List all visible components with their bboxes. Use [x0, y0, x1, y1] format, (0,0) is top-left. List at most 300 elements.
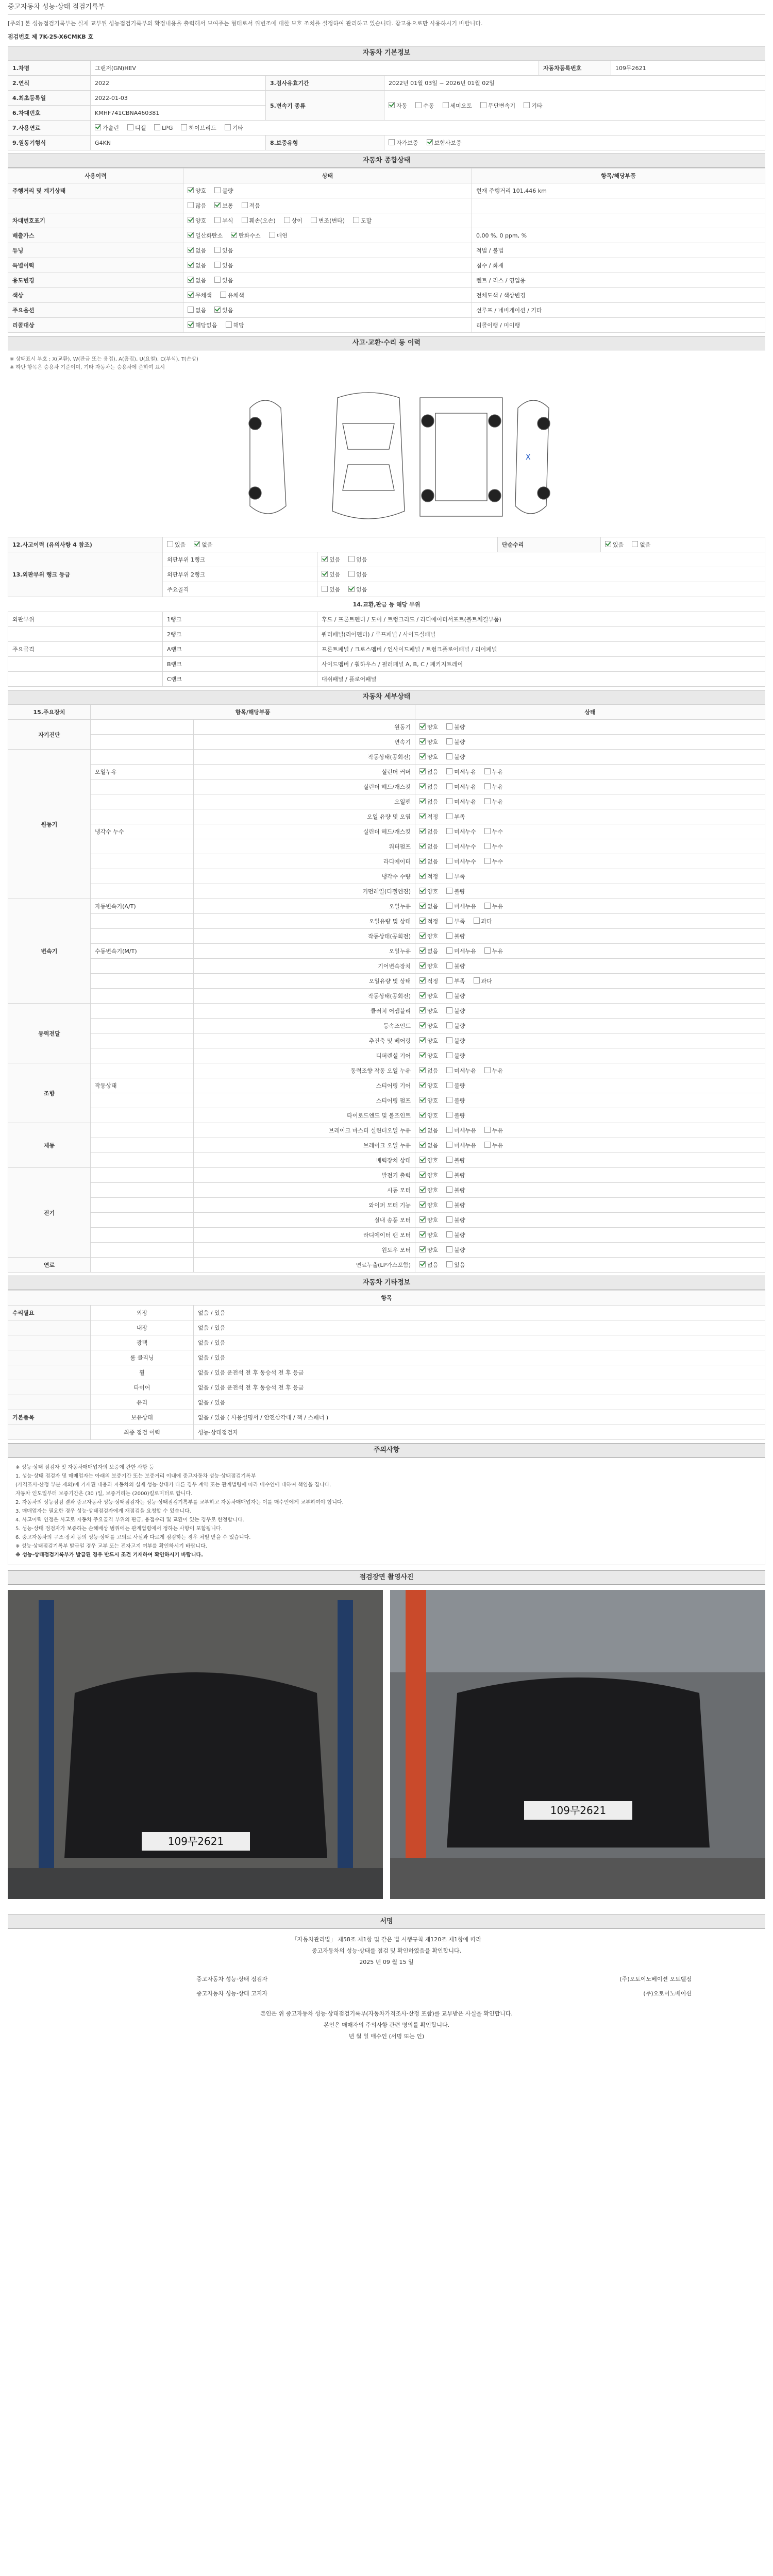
state-option[interactable]: 상이 — [284, 216, 303, 225]
state-option[interactable]: 양호 — [188, 187, 206, 195]
checkbox-icon[interactable] — [446, 977, 452, 984]
detail-state — [415, 869, 765, 884]
state-option[interactable]: 불량 — [446, 1216, 465, 1224]
checkbox-icon[interactable] — [214, 187, 221, 193]
checkbox-icon[interactable] — [446, 753, 452, 759]
checkbox-icon[interactable] — [220, 292, 226, 298]
fuel-option[interactable]: 하이브리드 — [181, 124, 216, 132]
state-option[interactable]: 없음 — [419, 1141, 438, 1149]
checkbox-icon[interactable] — [214, 307, 221, 313]
parts-items: 후드 / 프론트펜더 / 도어 / 트렁크리드 / 라디에이터서포트(볼트체결부품) — [317, 612, 765, 627]
state-option[interactable]: 양호 — [419, 1156, 438, 1164]
state-option[interactable]: 불량 — [446, 962, 465, 970]
state-option[interactable]: 누수 — [484, 842, 503, 851]
detail-item: 라디에이터 팬 모터 — [194, 1228, 415, 1243]
checkbox-icon[interactable] — [348, 556, 355, 562]
fuel-option[interactable]: 기타 — [225, 124, 243, 132]
state-option[interactable]: 적정 — [419, 872, 438, 880]
detail-row — [8, 1019, 765, 1033]
checkbox-icon[interactable] — [446, 798, 452, 804]
state-option[interactable]: 없음 — [419, 1126, 438, 1134]
checkbox-icon[interactable] — [484, 768, 491, 774]
state-option[interactable]: 있음 — [214, 276, 233, 284]
detail-state — [415, 1138, 765, 1153]
detail-row — [8, 779, 765, 794]
state-option[interactable]: 없음 — [188, 276, 206, 284]
state-option[interactable]: 불량 — [446, 992, 465, 1000]
checkbox-icon[interactable] — [419, 828, 426, 834]
checkbox-icon[interactable] — [214, 217, 221, 223]
checkbox-icon[interactable] — [419, 873, 426, 879]
state-option[interactable]: 누유 — [484, 1141, 503, 1149]
checkbox-icon[interactable] — [419, 888, 426, 894]
detail-row — [8, 1168, 765, 1183]
state-option[interactable]: 매연 — [269, 231, 288, 240]
state-option[interactable]: 적정 — [419, 917, 438, 925]
state-option[interactable]: 미세누유 — [446, 902, 476, 910]
state-option[interactable]: 없음 — [419, 1261, 438, 1269]
checkbox-icon[interactable] — [311, 217, 317, 223]
checkbox-icon[interactable] — [446, 1261, 452, 1267]
checkbox-icon[interactable] — [188, 187, 194, 193]
detail-group: 전기 — [8, 1168, 91, 1258]
checkbox-icon[interactable] — [446, 1007, 452, 1013]
detail-sub — [91, 1063, 194, 1078]
checkbox-icon[interactable] — [446, 1052, 452, 1058]
checkbox-icon[interactable] — [154, 124, 160, 130]
checkbox-icon[interactable] — [419, 1112, 426, 1118]
state-option[interactable]: 없음 — [188, 246, 206, 255]
checkbox-icon[interactable] — [214, 277, 221, 283]
checkbox-icon[interactable] — [348, 586, 355, 592]
simple-repair-option[interactable]: 있음 — [605, 540, 624, 549]
checkbox-icon[interactable] — [446, 1246, 452, 1252]
state-option[interactable]: 과다 — [474, 917, 492, 925]
state-option[interactable]: 없음 — [419, 798, 438, 806]
state-option[interactable]: 누유 — [484, 902, 503, 910]
checkbox-icon[interactable] — [419, 1037, 426, 1043]
checkbox-icon[interactable] — [188, 292, 194, 298]
checkbox-icon[interactable] — [419, 903, 426, 909]
other-group — [8, 1425, 91, 1440]
detail-sub — [91, 1243, 194, 1258]
state-option[interactable]: 미세누유 — [446, 1066, 476, 1075]
detail-state — [415, 1019, 765, 1033]
checkbox-icon[interactable] — [446, 1127, 452, 1133]
trans-option[interactable]: 수동 — [415, 101, 434, 110]
state-option[interactable]: 유채색 — [220, 291, 244, 299]
checkbox-icon[interactable] — [446, 1022, 452, 1028]
checkbox-icon[interactable] — [446, 723, 452, 730]
state-option[interactable]: 미세누유 — [446, 798, 476, 806]
checkbox-icon[interactable] — [419, 992, 426, 998]
state-option[interactable]: 미세누수 — [446, 827, 476, 836]
outer-option[interactable]: 없음 — [348, 555, 367, 564]
checkbox-icon[interactable] — [524, 102, 530, 108]
detail-item: 브레이크 오일 누유 — [194, 1138, 415, 1153]
checkbox-icon[interactable] — [419, 1052, 426, 1058]
other-group: 수리필요 — [8, 1306, 91, 1320]
checkbox-icon[interactable] — [419, 753, 426, 759]
state-option[interactable]: 양호 — [419, 932, 438, 940]
state-option[interactable]: 부족 — [446, 872, 465, 880]
checkbox-icon[interactable] — [446, 1172, 452, 1178]
checkbox-icon[interactable] — [419, 723, 426, 730]
checkbox-icon[interactable] — [188, 262, 194, 268]
state-option[interactable]: 누유 — [484, 768, 503, 776]
state-option[interactable]: 불량 — [446, 1246, 465, 1254]
checkbox-icon[interactable] — [484, 798, 491, 804]
state-option[interactable]: 부족 — [446, 917, 465, 925]
state-option[interactable]: 양호 — [419, 1096, 438, 1105]
state-option[interactable]: 불량 — [446, 1111, 465, 1120]
state-option[interactable]: 누유 — [484, 1066, 503, 1075]
checkbox-icon[interactable] — [284, 217, 290, 223]
state-option[interactable]: 부족 — [446, 977, 465, 985]
checkbox-icon[interactable] — [446, 783, 452, 789]
state-option[interactable]: 불량 — [446, 1037, 465, 1045]
state-option[interactable]: 누유 — [484, 798, 503, 806]
checkbox-icon[interactable] — [269, 232, 275, 238]
history-option[interactable]: 없음 — [194, 540, 212, 549]
state-option[interactable]: 양호 — [419, 1007, 438, 1015]
checkbox-icon[interactable] — [484, 783, 491, 789]
state-option[interactable]: 있음 — [214, 246, 233, 255]
checkbox-icon[interactable] — [446, 1082, 452, 1088]
checkbox-icon[interactable] — [419, 977, 426, 984]
state-option[interactable]: 양호 — [419, 1186, 438, 1194]
state-option[interactable]: 보통 — [214, 201, 233, 210]
state-option[interactable]: 불량 — [446, 723, 465, 731]
checkbox-icon[interactable] — [419, 1067, 426, 1073]
detail-item: 워터펌프 — [194, 839, 415, 854]
checkbox-icon[interactable] — [214, 262, 221, 268]
state-option[interactable]: 불량 — [446, 738, 465, 746]
checkbox-icon[interactable] — [194, 541, 200, 547]
state-option[interactable]: 양호 — [419, 887, 438, 895]
checkbox-icon[interactable] — [419, 1187, 426, 1193]
state-option[interactable]: 양호 — [419, 1022, 438, 1030]
other-value: 없음 / 있음 — [194, 1395, 765, 1410]
checkbox-icon[interactable] — [353, 217, 359, 223]
checkbox-icon[interactable] — [427, 139, 433, 145]
checkbox-icon[interactable] — [419, 768, 426, 774]
checkbox-icon[interactable] — [419, 1082, 426, 1088]
checkbox-icon[interactable] — [446, 873, 452, 879]
checkbox-icon[interactable] — [419, 1261, 426, 1267]
state-option[interactable]: 없음 — [419, 827, 438, 836]
other-value: 없음 / 있음 ( 사용설명서 / 안전삼각대 / 잭 / 스패너 ) — [194, 1410, 765, 1425]
checkbox-icon[interactable] — [446, 1201, 452, 1208]
checkbox-icon[interactable] — [446, 888, 452, 894]
checkbox-icon[interactable] — [446, 828, 452, 834]
state-option[interactable]: 양호 — [419, 753, 438, 761]
checkbox-icon[interactable] — [188, 202, 194, 208]
fuel-option[interactable]: LPG — [154, 124, 173, 131]
checkbox-icon[interactable] — [389, 102, 395, 108]
state-option[interactable]: 없음 — [419, 1066, 438, 1075]
checkbox-icon[interactable] — [446, 813, 452, 819]
overall-row-label: 튜닝 — [8, 243, 183, 258]
state-option[interactable]: 적정 — [419, 977, 438, 985]
state-option[interactable]: 적정 — [419, 812, 438, 821]
state-option[interactable]: 없음 — [419, 947, 438, 955]
state-option[interactable]: 미세누유 — [446, 947, 476, 955]
checkbox-icon[interactable] — [419, 813, 426, 819]
outer-option[interactable]: 있음 — [322, 555, 340, 564]
detail-group: 원동기 — [8, 750, 91, 899]
state-option[interactable]: 누수 — [484, 857, 503, 866]
state-option[interactable]: 있음 — [214, 261, 233, 269]
checkbox-icon[interactable] — [419, 1172, 426, 1178]
state-option[interactable]: 없음 — [419, 783, 438, 791]
checkbox-icon[interactable] — [419, 1216, 426, 1223]
checkbox-icon[interactable] — [214, 247, 221, 253]
state-option[interactable]: 불량 — [446, 1231, 465, 1239]
state-option[interactable]: 누유 — [484, 1126, 503, 1134]
state-option[interactable]: 미세누유 — [446, 1141, 476, 1149]
checkbox-icon[interactable] — [419, 1022, 426, 1028]
checkbox-icon[interactable] — [322, 556, 328, 562]
state-option[interactable]: 많음 — [188, 201, 206, 210]
checkbox-icon[interactable] — [188, 307, 194, 313]
trans-option[interactable]: 기타 — [524, 101, 542, 110]
state-option[interactable]: 불량 — [446, 1186, 465, 1194]
state-option[interactable]: 불량 — [446, 1171, 465, 1179]
checkbox-icon[interactable] — [605, 541, 611, 547]
outer-option[interactable]: 있음 — [322, 570, 340, 579]
state-option[interactable]: 불량 — [446, 1081, 465, 1090]
checkbox-icon[interactable] — [242, 202, 248, 208]
overall-row-detail: 0.00 %, 0 ppm, % — [472, 228, 765, 243]
state-option[interactable]: 양호 — [419, 1201, 438, 1209]
parts-rank: 1랭크 — [163, 612, 317, 627]
checkbox-icon[interactable] — [446, 1142, 452, 1148]
outer-option[interactable]: 없음 — [348, 570, 367, 579]
checkbox-icon[interactable] — [188, 277, 194, 283]
checkbox-icon[interactable] — [419, 843, 426, 849]
checkbox-icon[interactable] — [446, 992, 452, 998]
warranty-option[interactable]: 보험사보증 — [427, 139, 462, 147]
state-option[interactable]: 누유 — [484, 947, 503, 955]
detail-item: 오일누유 — [194, 899, 415, 914]
first-reg-label: 4.최초등록일 — [8, 91, 91, 106]
state-option[interactable]: 부족 — [446, 812, 465, 821]
trans-option[interactable]: 무단변속기 — [480, 101, 515, 110]
state-option[interactable]: 훼손(오손) — [242, 216, 276, 225]
checkbox-icon[interactable] — [480, 102, 486, 108]
checkbox-icon[interactable] — [484, 843, 491, 849]
state-option[interactable]: 변조(변타) — [311, 216, 345, 225]
state-option[interactable]: 미세누수 — [446, 857, 476, 866]
state-option[interactable]: 불량 — [446, 887, 465, 895]
state-option[interactable]: 양호 — [419, 1246, 438, 1254]
checkbox-icon[interactable] — [419, 933, 426, 939]
checkbox-icon[interactable] — [214, 202, 221, 208]
checkbox-icon[interactable] — [474, 918, 480, 924]
checkbox-icon[interactable] — [419, 918, 426, 924]
checkbox-icon[interactable] — [443, 102, 449, 108]
state-option[interactable]: 있음 — [214, 306, 233, 314]
checkbox-icon[interactable] — [225, 124, 231, 130]
checkbox-icon[interactable] — [419, 1201, 426, 1208]
checkbox-icon[interactable] — [446, 903, 452, 909]
state-option[interactable]: 누수 — [484, 827, 503, 836]
checkbox-icon[interactable] — [242, 217, 248, 223]
checkbox-icon[interactable] — [419, 1246, 426, 1252]
state-option[interactable]: 있음 — [446, 1261, 465, 1269]
state-option[interactable]: 양호 — [419, 1052, 438, 1060]
checkbox-icon[interactable] — [446, 843, 452, 849]
state-option[interactable]: 적음 — [242, 201, 260, 210]
state-option[interactable]: 없음 — [419, 768, 438, 776]
note-line: (가격조사·산정 부분 제외)에 기재된 내용과 자동차의 실제 성능·상태가 다른 경우 계약 또는 관계법령에 따라 매수인에 대하여 책임을 집니다. — [15, 1482, 331, 1488]
checkbox-icon[interactable] — [188, 321, 194, 328]
checkbox-icon[interactable] — [446, 1097, 452, 1103]
checkbox-icon[interactable] — [419, 962, 426, 969]
checkbox-icon[interactable] — [419, 1231, 426, 1238]
checkbox-icon[interactable] — [446, 1157, 452, 1163]
state-option[interactable]: 양호 — [419, 723, 438, 731]
state-option[interactable]: 없음 — [419, 857, 438, 866]
state-option[interactable]: 미세누유 — [446, 768, 476, 776]
checkbox-icon[interactable] — [188, 247, 194, 253]
checkbox-icon[interactable] — [348, 571, 355, 577]
state-option[interactable]: 양호 — [419, 992, 438, 1000]
state-option[interactable]: 미세누수 — [446, 842, 476, 851]
state-option[interactable]: 양호 — [419, 1171, 438, 1179]
checkbox-icon[interactable] — [322, 571, 328, 577]
state-option[interactable]: 없음 — [188, 306, 206, 314]
state-option[interactable]: 불량 — [446, 1201, 465, 1209]
checkbox-icon[interactable] — [446, 738, 452, 744]
checkbox-icon[interactable] — [419, 1142, 426, 1148]
warranty-option[interactable]: 자가보증 — [389, 139, 418, 147]
state-option[interactable]: 없음 — [419, 842, 438, 851]
checkbox-icon[interactable] — [188, 217, 194, 223]
checkbox-icon[interactable] — [419, 738, 426, 744]
state-option[interactable]: 불량 — [214, 187, 233, 195]
checkbox-icon[interactable] — [484, 858, 491, 864]
checkbox-icon[interactable] — [484, 903, 491, 909]
checkbox-icon[interactable] — [484, 1067, 491, 1073]
state-option[interactable]: 누유 — [484, 783, 503, 791]
history-option[interactable]: 있음 — [167, 540, 186, 549]
state-option[interactable]: 양호 — [419, 1231, 438, 1239]
state-option[interactable]: 양호 — [419, 738, 438, 746]
checkbox-icon[interactable] — [446, 1187, 452, 1193]
state-option[interactable]: 과다 — [474, 977, 492, 985]
checkbox-icon[interactable] — [484, 947, 491, 954]
state-option[interactable]: 없음 — [188, 261, 206, 269]
checkbox-icon[interactable] — [226, 321, 232, 328]
fuel-option[interactable]: 디젤 — [127, 124, 146, 132]
state-option[interactable]: 탄화수소 — [231, 231, 261, 240]
checkbox-icon[interactable] — [446, 933, 452, 939]
trans-option[interactable]: 자동 — [389, 101, 407, 110]
state-option[interactable]: 불량 — [446, 1022, 465, 1030]
state-option[interactable]: 해당없음 — [188, 321, 217, 329]
state-option[interactable]: 해당 — [226, 321, 244, 329]
checkbox-icon[interactable] — [446, 947, 452, 954]
state-option[interactable]: 양호 — [419, 1216, 438, 1224]
state-option[interactable]: 미세누유 — [446, 783, 476, 791]
state-option[interactable]: 불량 — [446, 753, 465, 761]
trans-option[interactable]: 세미오토 — [443, 101, 473, 110]
state-option[interactable]: 양호 — [419, 962, 438, 970]
state-option[interactable]: 무채색 — [188, 291, 212, 299]
checkbox-icon[interactable] — [632, 541, 638, 547]
state-option[interactable]: 양호 — [419, 1111, 438, 1120]
checkbox-icon[interactable] — [484, 1142, 491, 1148]
state-option[interactable]: 불량 — [446, 1156, 465, 1164]
checkbox-icon[interactable] — [419, 858, 426, 864]
checkbox-icon[interactable] — [419, 783, 426, 789]
checkbox-icon[interactable] — [446, 858, 452, 864]
checkbox-icon[interactable] — [446, 1037, 452, 1043]
checkbox-icon[interactable] — [419, 1097, 426, 1103]
checkbox-icon[interactable] — [446, 918, 452, 924]
checkbox-icon[interactable] — [231, 232, 237, 238]
checkbox-icon[interactable] — [484, 1127, 491, 1133]
checkbox-icon[interactable] — [484, 828, 491, 834]
state-option[interactable]: 불량 — [446, 1096, 465, 1105]
state-option[interactable]: 양호 — [188, 216, 206, 225]
detail-group: 연료 — [8, 1258, 91, 1273]
checkbox-icon[interactable] — [446, 1067, 452, 1073]
state-option[interactable]: 부식 — [214, 216, 233, 225]
section-basic-title: 자동차 기본정보 — [8, 46, 765, 60]
checkbox-icon[interactable] — [415, 102, 422, 108]
checkbox-icon[interactable] — [389, 139, 395, 145]
state-option[interactable]: 도말 — [353, 216, 372, 225]
checkbox-icon[interactable] — [127, 124, 133, 130]
checkbox-icon[interactable] — [419, 947, 426, 954]
detail-sub: 오일누유 — [91, 765, 194, 779]
overall-row — [8, 198, 765, 213]
state-option[interactable]: 양호 — [419, 1081, 438, 1090]
detail-state — [415, 1258, 765, 1273]
checkbox-icon[interactable] — [419, 798, 426, 804]
checkbox-icon[interactable] — [167, 541, 173, 547]
checkbox-icon[interactable] — [419, 1127, 426, 1133]
checkbox-icon[interactable] — [322, 586, 328, 592]
simple-repair-option[interactable]: 없음 — [632, 540, 650, 549]
checkbox-icon[interactable] — [446, 962, 452, 969]
state-option[interactable]: 불량 — [446, 1052, 465, 1060]
note-line: 3. 매매업자는 필요한 경우 성능·상태점검자에게 재점검을 요청할 수 있습니다. — [15, 1509, 191, 1514]
checkbox-icon[interactable] — [446, 1216, 452, 1223]
state-option[interactable]: 미세누유 — [446, 1126, 476, 1134]
checkbox-icon[interactable] — [188, 232, 194, 238]
state-option[interactable]: 불량 — [446, 932, 465, 940]
checkbox-icon[interactable] — [446, 1112, 452, 1118]
checkbox-icon[interactable] — [419, 1157, 426, 1163]
state-option[interactable]: 없음 — [419, 902, 438, 910]
checkbox-icon[interactable] — [474, 977, 480, 984]
state-option[interactable]: 일산화탄소 — [188, 231, 223, 240]
checkbox-icon[interactable] — [95, 124, 101, 130]
checkbox-icon[interactable] — [419, 1007, 426, 1013]
frame-option[interactable]: 있음 — [322, 585, 340, 594]
checkbox-icon[interactable] — [446, 1231, 452, 1238]
state-option[interactable]: 불량 — [446, 1007, 465, 1015]
checkbox-icon[interactable] — [181, 124, 187, 130]
checkbox-icon[interactable] — [446, 768, 452, 774]
fuel-option[interactable]: 가솔린 — [95, 124, 119, 132]
frame-option[interactable]: 없음 — [348, 585, 367, 594]
state-option[interactable]: 양호 — [419, 1037, 438, 1045]
